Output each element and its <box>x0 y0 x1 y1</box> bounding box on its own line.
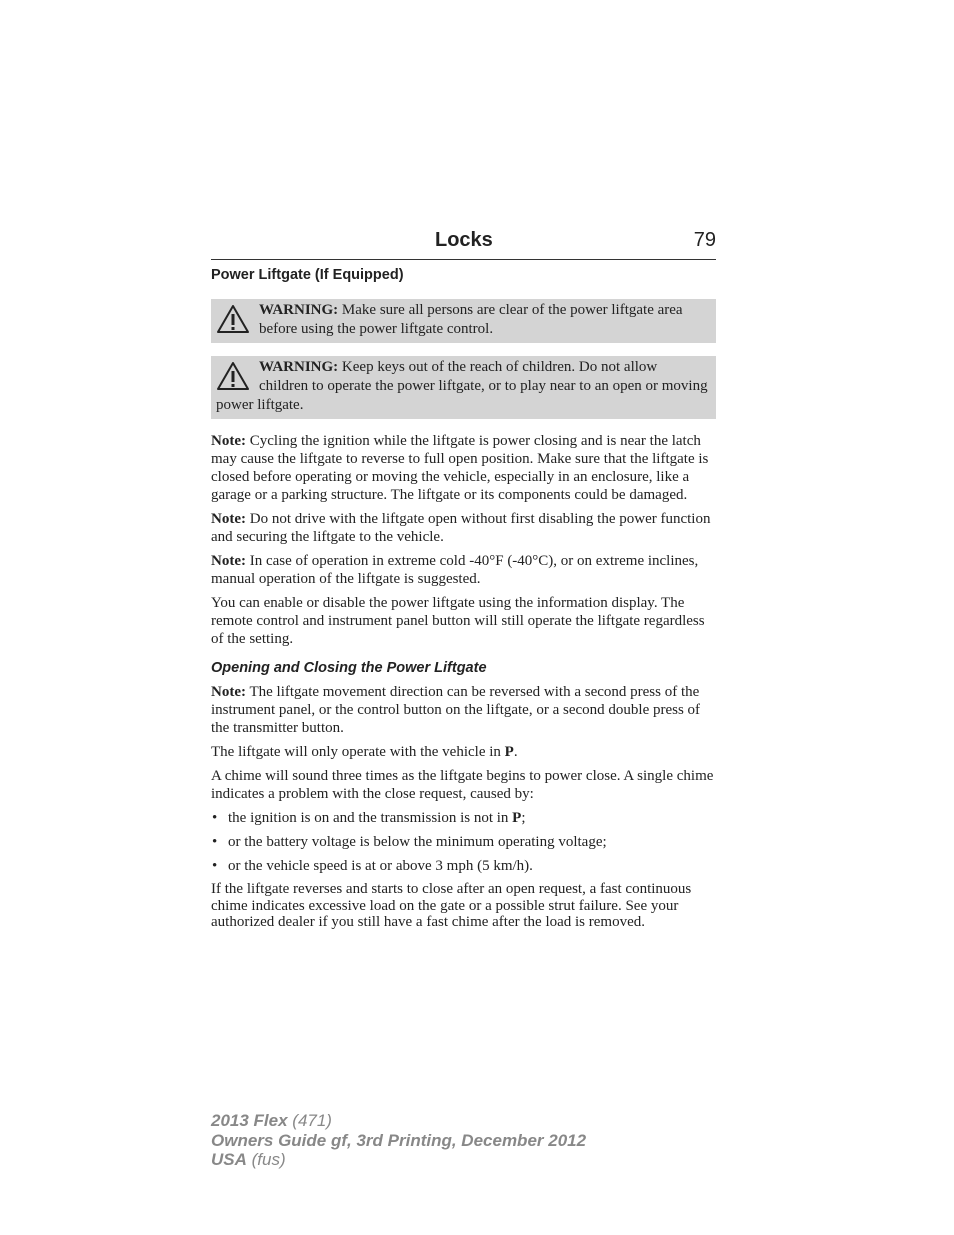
page-footer <box>211 1111 811 1170</box>
text-run: . <box>513 744 518 760</box>
page-header <box>211 229 716 260</box>
note-paragraph <box>211 432 716 504</box>
note-text: The liftgate movement direction can be reversed with a second press of the instrument panel, or the control button on the liftgate, or a second double press of the transmitter button. <box>211 684 701 736</box>
note-paragraph <box>211 510 716 546</box>
note-text: Do not drive with the liftgate open without first disabling the power function and securing the liftgate to the vehicle. <box>211 511 711 545</box>
text-run: or the battery voltage is below the minimum operating voltage; <box>228 834 607 850</box>
warning-triangle-icon <box>216 361 250 391</box>
body-paragraph: If the liftgate reverses and starts to close after an open request, a fast continuous chime indicates excessive load on the gate or a possible strut failure. See your authorized dealer if you still have a fast chime after the load is removed. <box>211 881 692 930</box>
warning-label: WARNING: <box>259 302 339 318</box>
text-run: ; <box>521 810 526 826</box>
warning-text: Make sure all persons are clear of the power liftgate area before using the power liftgate control. <box>259 302 683 337</box>
footer-line <box>211 1131 811 1151</box>
warning-box <box>211 356 716 419</box>
note-paragraph <box>211 552 716 588</box>
gear-position-p: P <box>504 744 514 760</box>
note-label: Note: <box>211 511 246 527</box>
warning-text: Keep keys out of the reach of children. Do not allow children to operate the power liftgate, or to play near to an open or moving power liftgate. <box>216 359 708 413</box>
text-run: or the vehicle speed is at or above 3 mph (5 km/h). <box>228 858 533 874</box>
body-paragraph <box>211 743 716 761</box>
list-item <box>211 809 716 827</box>
note-text: Cycling the ignition while the liftgate is power closing and is near the latch may cause the liftgate to reverse to full open position. Make sure that the liftgate is closed before operating or moving the vehicle, especially in an enclosure, like a garage or a parking structure. The liftgate or its components could be damaged. <box>211 433 709 503</box>
footer-line <box>211 1111 811 1131</box>
gear-position-p: P <box>512 810 522 826</box>
bullet-icon: • <box>212 858 218 874</box>
note-text: In case of operation in extreme cold -40°F (-40°C), or on extreme inclines, manual operation of the liftgate is suggested. <box>211 553 699 587</box>
footer-model: 2013 Flex <box>211 1111 288 1130</box>
body-paragraph: A chime will sound three times as the liftgate begins to power close. A single chime indicates a problem with the close request, caused by: <box>211 768 714 802</box>
bullet-icon: • <box>212 810 218 826</box>
section-title: Power Liftgate (If Equipped) <box>211 267 404 283</box>
warning-label: WARNING: <box>259 359 339 375</box>
chapter-title: Locks <box>435 229 493 251</box>
list-item <box>211 833 716 851</box>
footer-line <box>211 1150 811 1170</box>
note-label: Note: <box>211 433 246 449</box>
note-label: Note: <box>211 553 246 569</box>
bullet-list <box>211 809 716 875</box>
warning-box <box>211 299 716 343</box>
body-paragraph: You can enable or disable the power liftgate using the information display. The remote control and instrument panel button will still operate the liftgate regardless of the setting. <box>211 595 705 647</box>
footer-code: (471) <box>287 1111 332 1130</box>
page-content <box>211 267 716 931</box>
bullet-icon: • <box>212 834 218 850</box>
list-item <box>211 857 716 875</box>
note-label: Note: <box>211 684 246 700</box>
text-run: The liftgate will only operate with the vehicle in <box>211 744 505 760</box>
footer-market: USA <box>211 1150 247 1169</box>
footer-market-code: (fus) <box>246 1150 286 1169</box>
warning-triangle-icon <box>216 304 250 334</box>
page-number: 79 <box>693 229 716 251</box>
text-run: the ignition is on and the transmission is not in <box>228 810 513 826</box>
footer-edition: Owners Guide gf, 3rd Printing, December 2012 <box>211 1130 587 1150</box>
note-paragraph <box>211 683 716 737</box>
subsection-title: Opening and Closing the Power Liftgate <box>211 660 487 676</box>
